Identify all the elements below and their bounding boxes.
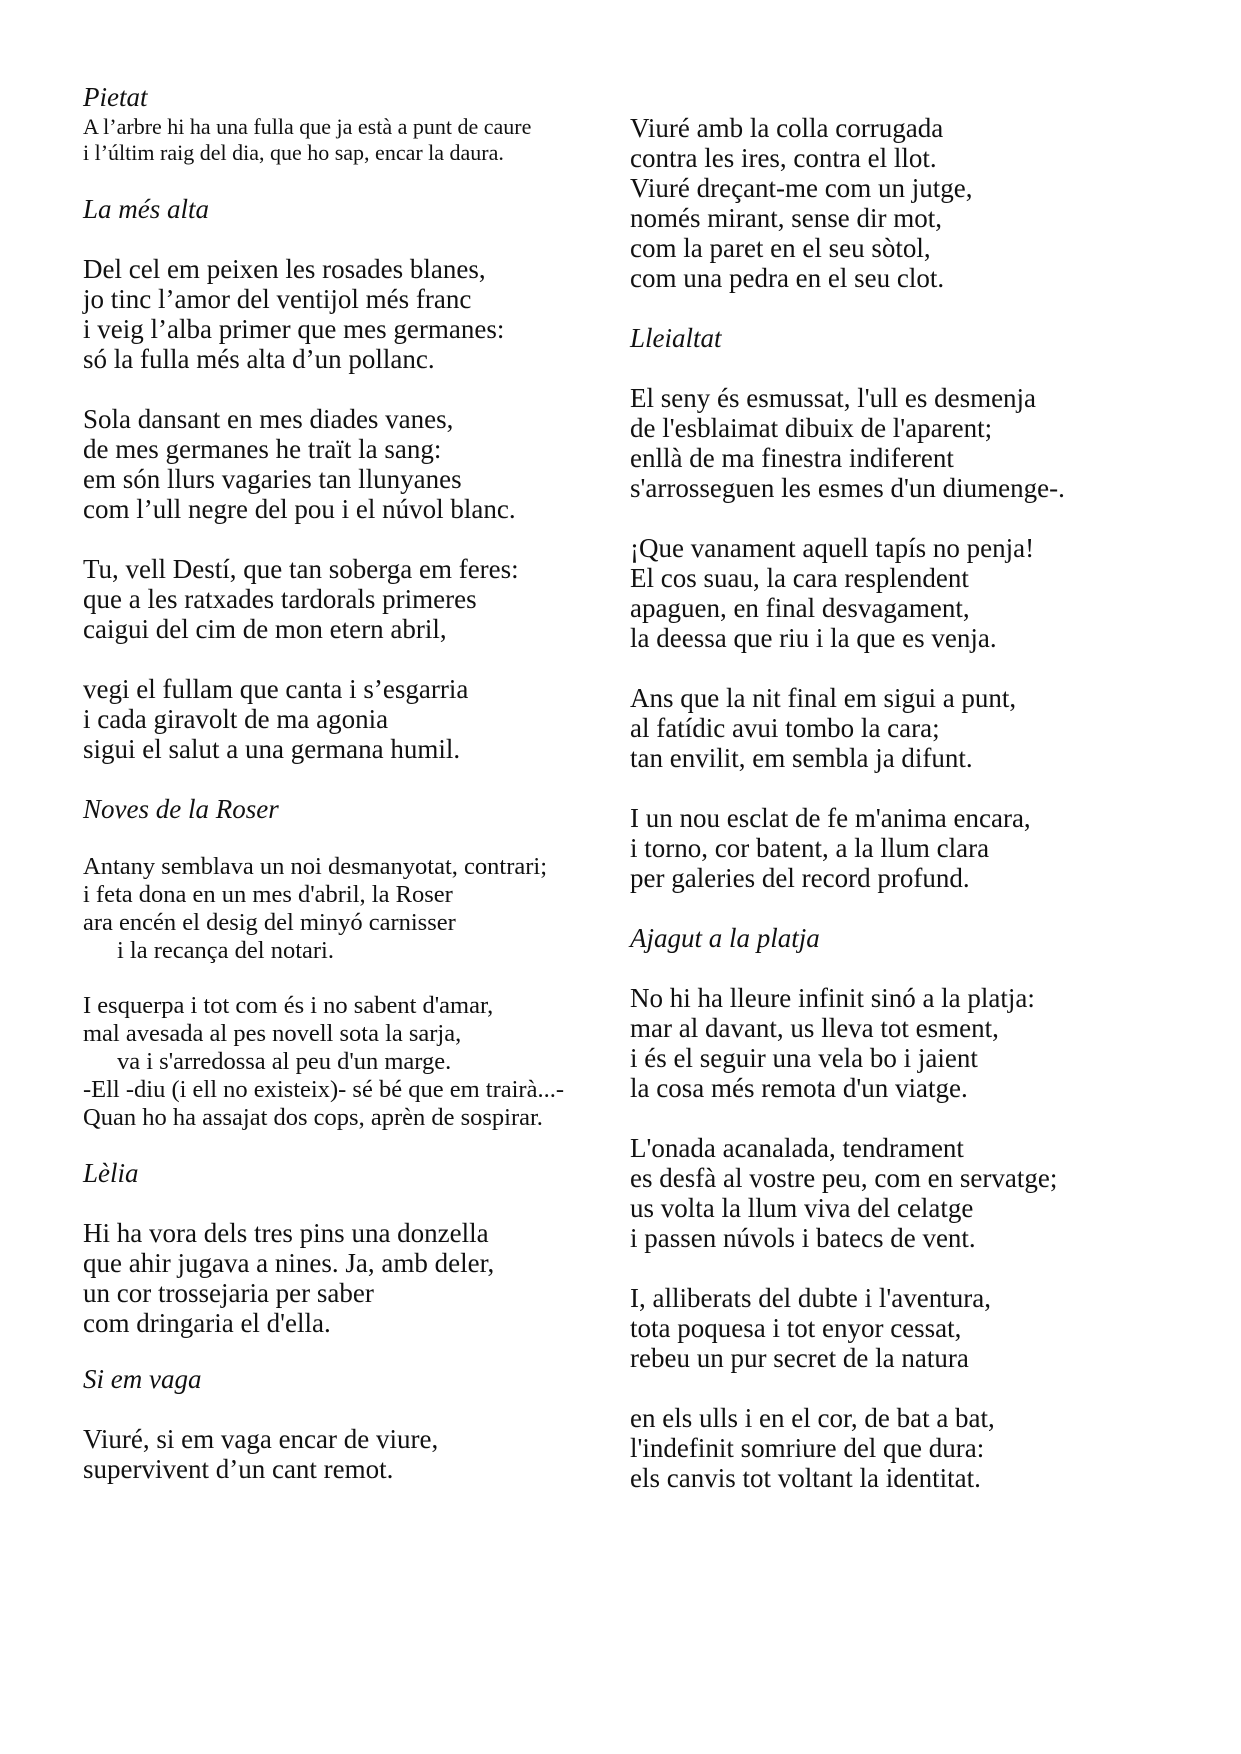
verse-line: ara encén el desig del minyó carnisser — [83, 909, 456, 936]
verse-line: l'indefinit somriure del que dura: — [630, 1433, 985, 1463]
verse-line: que a les ratxades tardorals primeres — [83, 584, 477, 614]
verse-line: i la recança del notari. — [117, 937, 334, 964]
verse-line: i feta dona en un mes d'abril, la Roser — [83, 881, 453, 908]
verse-line: de mes germanes he traït la sang: — [83, 434, 442, 464]
verse-line: Viuré dreçant-me com un jutge, — [630, 173, 973, 203]
verse-line: de l'esblaimat dibuix de l'aparent; — [630, 413, 993, 443]
verse-line: ¡Que vanament aquell tapís no penja! — [630, 533, 1035, 563]
verse-line: Viuré, si em vaga encar de viure, — [83, 1424, 439, 1454]
verse-line: tan envilit, em sembla ja difunt. — [630, 743, 973, 773]
verse-line: i és el seguir una vela bo i jaient — [630, 1043, 978, 1073]
verse-line: supervivent d’un cant remot. — [83, 1454, 394, 1484]
verse-line: la cosa més remota d'un viatge. — [630, 1073, 968, 1103]
verse-line: us volta la llum viva del celatge — [630, 1193, 974, 1223]
verse-line: s'arrosseguen les esmes d'un diumenge-. — [630, 473, 1065, 503]
verse-line: mar al davant, us lleva tot esment, — [630, 1013, 999, 1043]
verse-line: A l’arbre hi ha una fulla que ja està a punt de caure — [83, 114, 532, 139]
verse-line: va i s'arredossa al peu d'un marge. — [117, 1048, 452, 1075]
verse-line: per galeries del record profund. — [630, 863, 970, 893]
verse-line: L'onada acanalada, tendrament — [630, 1133, 964, 1163]
poem-title-la-mes-alta: La més alta — [83, 194, 210, 224]
verse-line: jo tinc l’amor del ventijol més franc — [83, 284, 472, 314]
verse-line: Quan ho ha assajat dos cops, aprèn de sospirar. — [83, 1104, 543, 1131]
verse-line: i torno, cor batent, a la llum clara — [630, 833, 990, 863]
poem-title-si-em-vaga: Si em vaga — [83, 1364, 202, 1394]
verse-line: No hi ha lleure infinit sinó a la platja: — [630, 983, 1035, 1013]
poem-title-noves-de-la-roser: Noves de la Roser — [83, 794, 279, 824]
verse-line: tota poquesa i tot enyor cessat, — [630, 1313, 962, 1343]
verse-line: al fatídic avui tombo la cara; — [630, 713, 940, 743]
poem-title-lleialtat: Lleialtat — [630, 323, 722, 353]
verse-line: -Ell -diu (i ell no existeix)- sé bé que em trairà...- — [83, 1076, 564, 1103]
verse-line: Hi ha vora dels tres pins una donzella — [83, 1218, 489, 1248]
verse-line: contra les ires, contra el llot. — [630, 143, 937, 173]
verse-line: Del cel em peixen les rosades blanes, — [83, 254, 486, 284]
verse-line: en els ulls i en el cor, de bat a bat, — [630, 1403, 995, 1433]
verse-line: mal avesada al pes novell sota la sarja, — [83, 1020, 462, 1047]
poem-title-ajagut-a-la-platja: Ajagut a la platja — [630, 923, 820, 953]
verse-line: com la paret en el seu sòtol, — [630, 233, 931, 263]
verse-line: que ahir jugava a nines. Ja, amb deler, — [83, 1248, 495, 1278]
verse-line: Ans que la nit final em sigui a punt, — [630, 683, 1017, 713]
verse-line: com l’ull negre del pou i el núvol blanc. — [83, 494, 516, 524]
verse-line: els canvis tot voltant la identitat. — [630, 1463, 981, 1493]
verse-line: i veig l’alba primer que mes germanes: — [83, 314, 505, 344]
verse-line: I un nou esclat de fe m'anima encara, — [630, 803, 1031, 833]
verse-line: apaguen, en final desvagament, — [630, 593, 970, 623]
verse-line: i passen núvols i batecs de vent. — [630, 1223, 976, 1253]
verse-line: caigui del cim de mon etern abril, — [83, 614, 447, 644]
verse-line: em són llurs vagaries tan llunyanes — [83, 464, 462, 494]
verse-line: El seny és esmussat, l'ull es desmenja — [630, 383, 1037, 413]
verse-line: com una pedra en el seu clot. — [630, 263, 945, 293]
verse-line: vegi el fullam que canta i s’esgarria — [83, 674, 469, 704]
verse-line: la deessa que riu i la que es venja. — [630, 623, 997, 653]
verse-line: només mirant, sense dir mot, — [630, 203, 942, 233]
verse-line: sigui el salut a una germana humil. — [83, 734, 461, 764]
poem-title-lelia: Lèlia — [83, 1158, 139, 1188]
verse-line: Antany semblava un noi desmanyotat, contrari; — [83, 853, 548, 880]
poem-title-pietat: Pietat — [83, 82, 148, 112]
verse-line: Viuré amb la colla corrugada — [630, 113, 944, 143]
verse-line: enllà de ma finestra indiferent — [630, 443, 954, 473]
verse-line: rebeu un pur secret de la natura — [630, 1343, 969, 1373]
verse-line: es desfà al vostre peu, com en servatge; — [630, 1163, 1058, 1193]
verse-line: Sola dansant en mes diades vanes, — [83, 404, 454, 434]
verse-line: I esquerpa i tot com és i no sabent d'amar, — [83, 992, 494, 1019]
verse-line: un cor trossejaria per saber — [83, 1278, 374, 1308]
verse-line: só la fulla més alta d’un pollanc. — [83, 344, 435, 374]
verse-line: Tu, vell Destí, que tan soberga em feres: — [83, 554, 519, 584]
verse-line: I, alliberats del dubte i l'aventura, — [630, 1283, 991, 1313]
verse-line: i cada giravolt de ma agonia — [83, 704, 389, 734]
verse-line: i l’últim raig del dia, que ho sap, encar la daura. — [83, 140, 504, 165]
verse-line: com dringaria el d'ella. — [83, 1308, 331, 1338]
verse-line: El cos suau, la cara resplendent — [630, 563, 969, 593]
